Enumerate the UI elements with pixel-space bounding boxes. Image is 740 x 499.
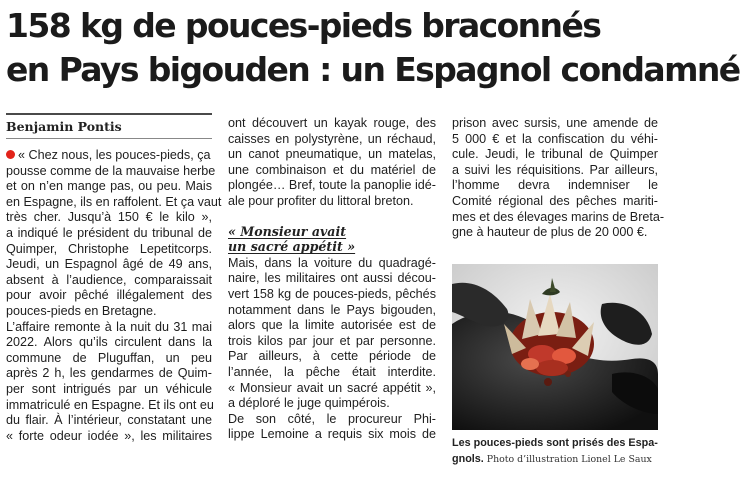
text-line: caisses en polystyrène, un réchaud, [228,131,436,146]
text-line: Mais, dans la voiture du quadragé- [228,255,436,270]
text-line: Jeudi, un Espagnol âgé de 49 ans, [6,257,212,272]
text-line: 2022. Alors qu’ils circulent dans la [6,335,212,350]
text-line: cule. Jeudi, le tribunal de Quimper [452,147,658,162]
text-line: du flair. À l’intérieur, constatant une [6,413,212,428]
headline [6,4,740,92]
text-line: a indiqué le président du tribunal de [6,225,212,240]
text-line: plongée… Bref, toute la panoplie idé- [228,178,436,193]
subheading [228,224,436,255]
text-line: et on n’en mange pas, ou peu. Mais [6,179,212,194]
text-line: gne à hauteur de plus de 20 000 €. [452,225,648,240]
headline-line-1: 158 kg de pouces-pieds braconnés [6,6,601,45]
article-photo [452,264,658,430]
subheading-line: un sacré appétit » [228,239,356,255]
byline-rule [6,113,212,115]
text-line: lippe Lemoine a requis six mois de [228,427,436,442]
text-line: l’homme devra indemniser le [452,178,658,193]
text-line: très cher. Jusqu’à 150 € le kilo », [6,210,212,225]
byline: Benjamin Pontis [6,119,122,134]
text-line: mes et des élevages marins de Breta- [452,209,665,224]
photo-caption [452,436,658,467]
article-column-1 [6,148,222,444]
text-line: a déploré le juge quimpérois. [228,396,390,411]
caption-line-2: gnols. [452,452,484,465]
text-line: l’année, la pêche était interdite. [228,364,436,379]
text-line: une combinaison et du matériel de [228,162,436,177]
barnacle-photo-illustration [452,264,658,430]
text-line: immatriculé en Espagne. Et ils ont eu [6,397,214,412]
photo-credit: Photo d’illustration Lionel Le Saux [486,453,652,465]
text-line: absent à l’audience, comparaissait [6,272,212,287]
text-line: trois kilos par jour et par personne. [228,333,436,348]
text-line: a suivi les réquisitions. Par ailleurs, [452,162,658,177]
text-line: prison avec sursis, une amende de [452,116,658,130]
text-line: en Espagne, ils en raffolent. Et ça vaut [6,194,222,209]
byline-divider [6,138,212,139]
text-line: « Monsieur avait un sacré appétit », [228,380,436,395]
text-line: après 2 h, les gendarmes de Quim- [6,366,212,381]
red-bullet-icon [6,150,15,159]
text-line: ale pour profiter du littoral breton. [228,193,414,208]
text-line: alors que la limite autorisée est de [228,318,436,333]
caption-line-1: Les pouces-pieds sont prisés des Espa- [452,437,658,449]
lead-line [6,148,212,164]
text-line: L’affaire remonte à la nuit du 31 mai [6,319,212,334]
article-column-3 [452,116,665,241]
subheading-line: « Monsieur avait [228,223,347,239]
text-line: 5 000 € et la confiscation du véhi- [452,131,658,146]
text-line: Par ailleurs, à cette période de [228,349,436,364]
headline-line-2: en Pays bigouden : un Espagnol condamné [6,50,740,89]
text-line: ont découvert un kayak rouge, des [228,116,436,130]
text-line: Comité régional des pêches mariti- [452,193,658,208]
text-line: De son côté, le procureur Phi- [228,411,436,426]
text-line: vert 158 kg de pouces-pieds, pêchés [228,286,436,301]
text-line: per sont intrigués par un véhicule [6,381,212,396]
text-line: pour avoir pêché illégalement des [6,288,212,303]
article-column-2 [228,116,436,443]
text-line: pouces-pieds en Bretagne. [6,303,157,318]
text-line: « Chez nous, les pouces-pieds, ça [18,148,211,162]
text-line: « forte odeur iodée », les militaires [6,428,212,443]
text-line: un canot pneumatique, un matelas, [228,147,436,162]
text-line: Quimper, Christophe Lepetitcorps. [6,241,212,256]
text-line: commune de Pluguffan, un peu [6,350,212,365]
text-line: notamment dans le Pays bigouden, [228,302,436,317]
text-line: pousse comme de la mauvaise herbe [6,163,216,178]
text-line: naire, les militaires ont aussi décou- [228,271,436,286]
